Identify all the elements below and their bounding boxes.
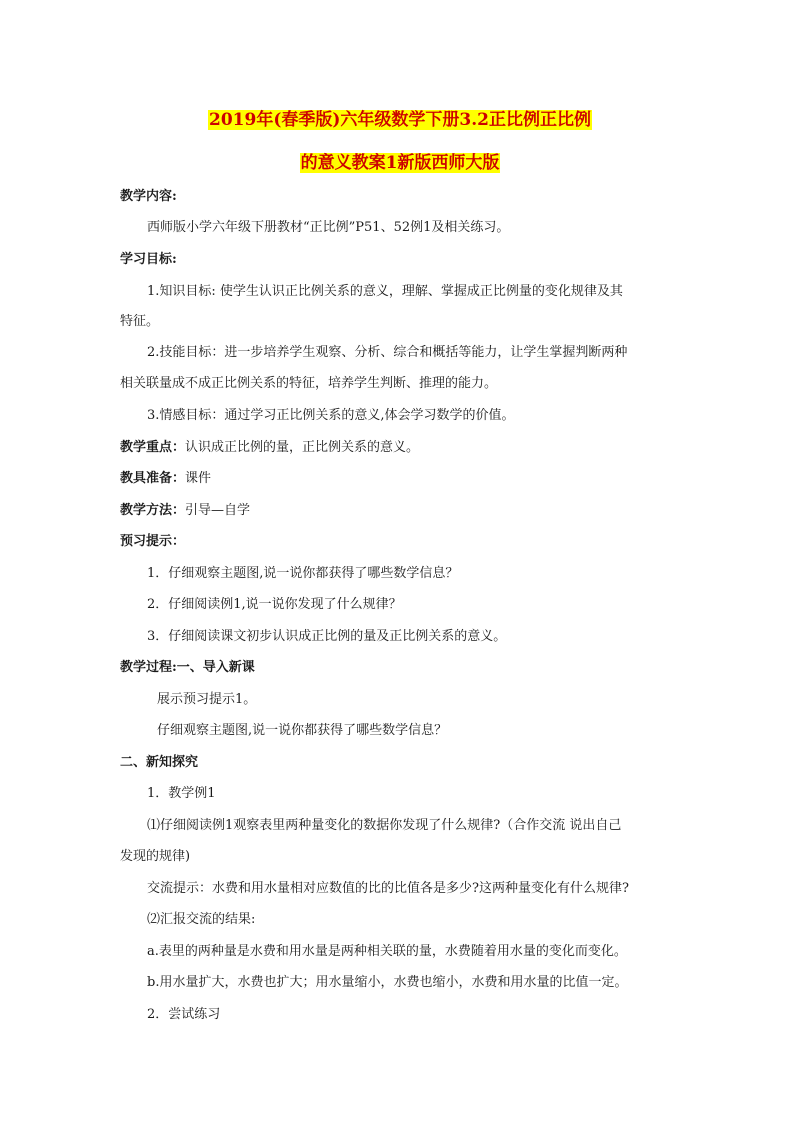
label-tools: 教具准备： (120, 471, 186, 486)
paragraph: 相关联量成不成正比例关系的特征，培养学生判断、推理的能力。 (120, 376, 498, 391)
paragraph: ⑴仔细阅读例1观察表里两种量变化的数据你发现了什么规律?（合作交流 说出自己 (147, 818, 622, 833)
value-tools: 课件 (185, 471, 212, 486)
paragraph: ⑵汇报交流的结果: (147, 912, 256, 927)
paragraph: 3.情感目标：通过学习正比例关系的意义,体会学习数学的价值。 (147, 408, 515, 423)
key-points-row (120, 439, 419, 457)
paragraph: 2．尝试练习 (147, 1007, 221, 1022)
paragraph: a.表里的两种量是水费和用水量是两种相关联的量，水费随着用水量的变化而变化。 (147, 944, 627, 959)
paragraph: 特征。 (120, 314, 160, 329)
list-item: 1．仔细观察主题图,说一说你都获得了哪些数学信息？ (147, 566, 459, 581)
list-item: 2．仔细阅读例1,说一说你发现了什么规律？ (147, 597, 402, 612)
paragraph: 展示预习提示1。 (157, 692, 257, 707)
heading-goals: 学习目标: (120, 252, 177, 267)
heading-content: 教学内容: (120, 189, 177, 204)
value-key-points: 认识成正比例的量，正比例关系的意义。 (185, 440, 420, 455)
paragraph: 发现的规律) (120, 849, 191, 864)
label-key-points: 教学重点： (120, 440, 186, 455)
list-item: 3．仔细阅读课文初步认识成正比例的量及正比例关系的意义。 (147, 629, 507, 644)
doc-title-line1: 2019年(春季版)六年级数学下册3.2正比例正比例 (209, 110, 591, 130)
paragraph: 2.技能目标：进一步培养学生观察、分析、综合和概括等能力，让学生掌握判断两种 (147, 345, 628, 360)
paragraph: 1.知识目标: 使学生认识正比例关系的意义，理解、掌握成正比例量的变化规律及其 (147, 284, 623, 299)
method-row (120, 502, 250, 520)
paragraph: 仔细观察主题图,说一说你都获得了哪些数学信息？ (157, 723, 448, 738)
paragraph: 交流提示：水费和用水量相对应数值的比的比值各是多少?这两种量变化有什么规律? (147, 881, 629, 896)
paragraph: b.用水量扩大，水费也扩大；用水量缩小，水费也缩小，水费和用水量的比值一定。 (147, 975, 628, 990)
heading-preview: 预习提示： (120, 534, 186, 549)
doc-title-line2: 的意义教案1新版西师大版 (300, 153, 500, 173)
paragraph: 1．教学例1 (147, 786, 216, 801)
heading-explore: 二、新知探究 (120, 755, 199, 770)
tools-row (120, 470, 211, 488)
heading-process: 教学过程:一、导入新课 (120, 660, 255, 675)
value-method: 引导—自学 (185, 503, 251, 518)
label-method: 教学方法： (120, 503, 186, 518)
paragraph: 西师版小学六年级下册教材“正比例”P51、52例1及相关练习。 (147, 220, 510, 235)
